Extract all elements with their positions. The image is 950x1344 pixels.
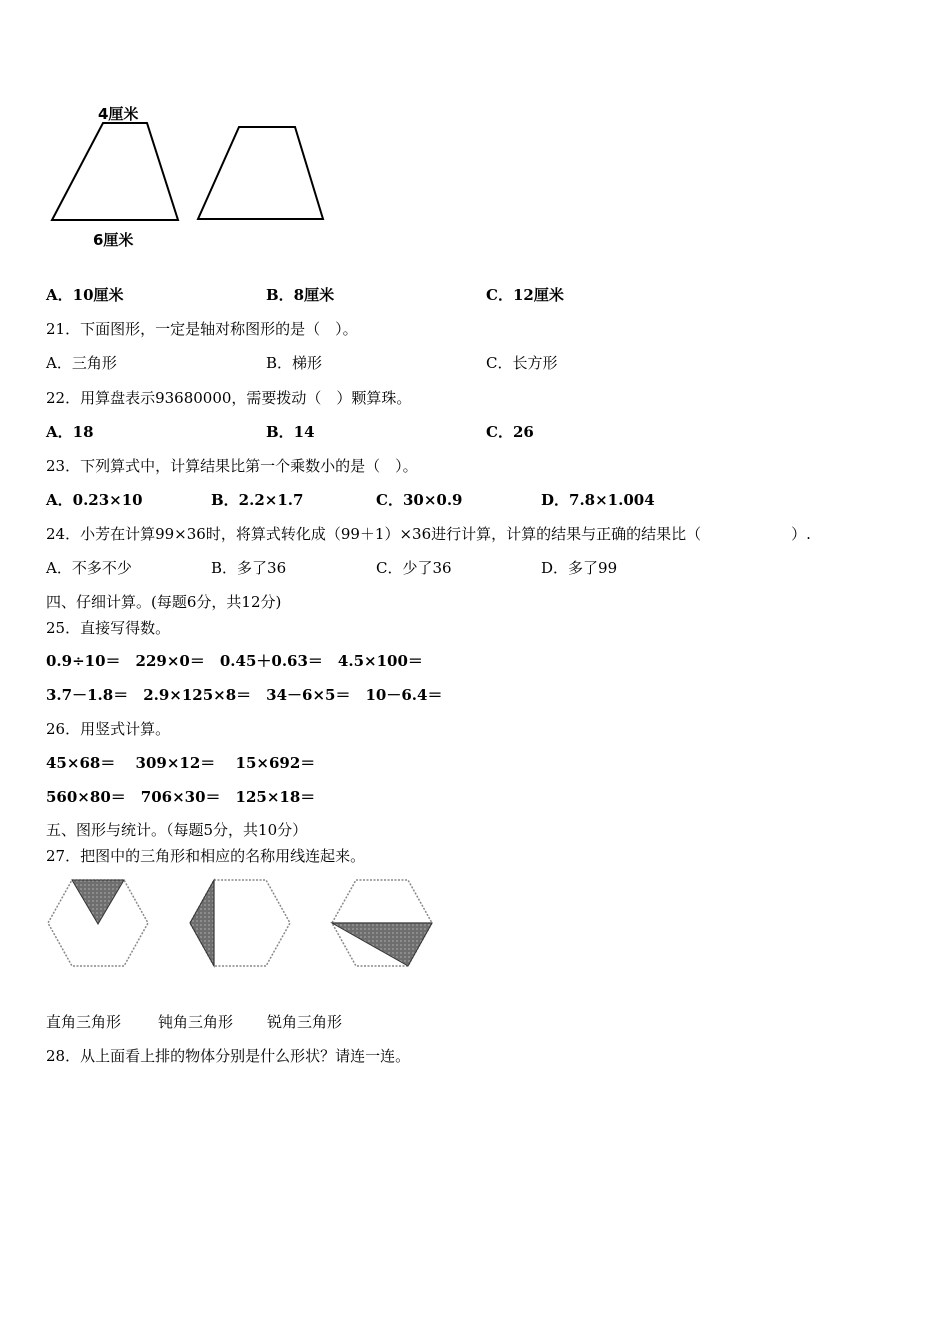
q22-text: 22．用算盘表示93680000，需要拨动（ ）颗算珠。 [46, 389, 412, 407]
triangle-name-obtuse: 钝角三角形 [158, 1013, 234, 1031]
hexagon-3 [332, 880, 432, 966]
section5-title: 五、图形与统计。（每题5分，共10分） [46, 821, 308, 839]
q27-text: 27．把图中的三角形和相应的名称用线连起来。 [46, 847, 366, 865]
q24-text: 24．小芳在计算99×36时，将算式转化成（99＋1）×36进行计算，计算的结果与正确的结果比（ ）. [46, 525, 811, 543]
q23-option-b: B．2.2×1.7 [211, 491, 304, 509]
trapezoid-top-label: 4厘米 [98, 105, 139, 123]
q22-option-b: B．14 [266, 423, 315, 441]
q21-option-c: C．长方形 [486, 354, 558, 372]
q24-option-a: A．不多不少 [46, 559, 132, 577]
trapezoid-left [52, 123, 178, 220]
triangle-name-right: 直角三角形 [46, 1013, 122, 1031]
q23-option-a: A．0.23×10 [46, 491, 143, 509]
trapezoid-right [198, 127, 323, 219]
q20-option-c: C．12厘米 [486, 286, 564, 304]
q20-option-a: A．10厘米 [46, 286, 124, 304]
q21-option-a: A．三角形 [46, 354, 117, 372]
hexagon-1-triangle [72, 880, 124, 924]
hexagon-3-triangle [332, 923, 432, 966]
q24-option-b: B．多了36 [211, 559, 287, 577]
q26-row2: 560×80＝ 706×30＝ 125×18＝ [46, 788, 316, 806]
triangle-name-acute: 锐角三角形 [267, 1013, 343, 1031]
q22-option-c: C．26 [486, 423, 534, 441]
q25-text: 25．直接写得数。 [46, 619, 171, 637]
q20-option-b: B．8厘米 [266, 286, 335, 304]
q21-text: 21．下面图形，一定是轴对称图形的是（ ）。 [46, 320, 358, 338]
q23-option-d: D．7.8×1.004 [541, 491, 655, 509]
q21-option-b: B．梯形 [266, 354, 323, 372]
hexagon-1 [48, 880, 148, 966]
q23-option-c: C．30×0.9 [376, 491, 463, 509]
q28-text: 28．从上面看上排的物体分别是什么形状？请连一连。 [46, 1047, 411, 1065]
q23-text: 23．下列算式中，计算结果比第一个乘数小的是（ ）。 [46, 457, 418, 475]
trapezoid-bottom-label: 6厘米 [93, 231, 134, 249]
section4-title: 四、仔细计算。(每题6分，共12分) [46, 593, 282, 611]
q25-row1: 0.9÷10＝ 229×0＝ 0.45＋0.63＝ 4.5×100＝ [46, 652, 423, 670]
q25-row2: 3.7－1.8＝ 2.9×125×8＝ 34－6×5＝ 10－6.4＝ [46, 686, 443, 704]
hexagon-figures [40, 872, 460, 982]
q24-option-c: C．少了36 [376, 559, 452, 577]
q26-text: 26．用竖式计算。 [46, 720, 171, 738]
q22-option-a: A．18 [46, 423, 94, 441]
trapezoid-figure [40, 100, 340, 260]
q26-row1: 45×68＝ 309×12＝ 15×692＝ [46, 754, 316, 772]
hexagon-2-triangle [190, 880, 214, 966]
hexagon-2 [190, 880, 290, 966]
q24-option-d: D．多了99 [541, 559, 618, 577]
